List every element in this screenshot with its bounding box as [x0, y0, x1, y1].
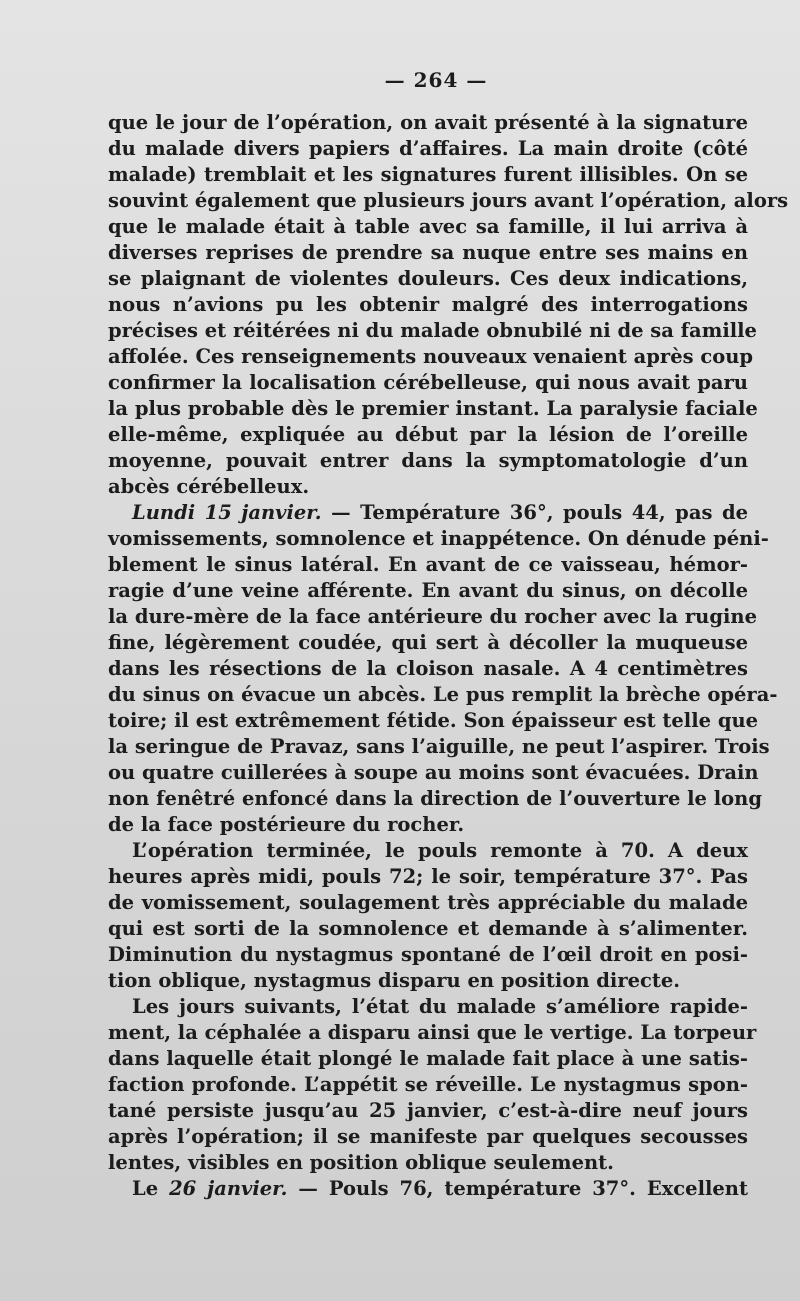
line-text: après l’opération; il se manifeste par quelques secousses [108, 1125, 748, 1148]
italic-date: 26 janvier. [169, 1177, 288, 1200]
text-line [108, 838, 748, 864]
line-text: se plaignant de violentes douleurs. Ces deux indications, [108, 267, 748, 290]
line-text: de vomissement, soulagement très appréciable du malade [108, 891, 748, 914]
line-text: précises et réitérées ni du malade obnubilé ni de sa famille [108, 319, 757, 342]
text-line [108, 110, 748, 136]
text-line [108, 734, 770, 760]
line-text: confirmer la localisation cérébelleuse, qui nous avait paru [108, 371, 748, 394]
text-line [108, 864, 748, 890]
text-line [108, 994, 748, 1020]
text-line [108, 604, 757, 630]
line-prefix: Le [132, 1177, 170, 1200]
text-line [108, 162, 748, 188]
line-text: que le jour de l’opération, on avait présenté à la signature [108, 111, 748, 134]
line-text: fine, légèrement coudée, qui sert à décoller la muqueuse [108, 631, 748, 654]
text-line [108, 292, 748, 318]
line-text: diverses reprises de prendre sa nuque entre ses mains en [108, 241, 748, 264]
line-text: abcès cérébelleux. [108, 475, 310, 498]
text-line [108, 682, 778, 708]
line-text: toire; il est extrêmement fétide. Son épaisseur est telle que [108, 709, 759, 732]
text-line [108, 318, 757, 344]
text-line [108, 500, 748, 526]
text-line [108, 266, 748, 292]
line-text: souvint également que plusieurs jours avant l’opération, alors [108, 189, 789, 212]
line-text: — Température 36°, pouls 44, pas de [321, 501, 749, 524]
line-text: tion oblique, nystagmus disparu en position directe. [108, 969, 681, 992]
page-number: — 264 — [384, 68, 488, 92]
line-text: faction profonde. L’appétit se réveille. Le nystagmus spon- [108, 1073, 748, 1096]
line-text: ragie d’une veine afférente. En avant du sinus, on décolle [108, 579, 748, 602]
text-line [108, 916, 748, 942]
line-text: L’opération terminée, le pouls remonte à 70. A deux [132, 839, 748, 862]
text-line [108, 890, 748, 916]
text-line [108, 344, 754, 370]
body-text [108, 110, 789, 1202]
line-text: elle-même, expliquée au début par la lésion de l’oreille [108, 423, 748, 446]
line-text: la seringue de Pravaz, sans l’aiguille, ne peut l’aspirer. Trois [108, 735, 770, 758]
text-line [108, 812, 748, 838]
text-line [108, 1176, 748, 1202]
line-text: — Pouls 76, température 37°. Excellent [287, 1177, 748, 1200]
line-text: heures après midi, pouls 72; le soir, température 37°. Pas [108, 865, 748, 888]
text-line [108, 422, 748, 448]
text-line [108, 1072, 748, 1098]
text-line [108, 448, 748, 474]
line-text: nous n’avions pu les obtenir malgré des interrogations [108, 293, 748, 316]
text-line [108, 1098, 748, 1124]
line-text: vomissements, somnolence et inappétence. On dénude péni- [108, 527, 769, 550]
line-text: lentes, visibles en position oblique seulement. [108, 1151, 614, 1174]
text-line [108, 396, 758, 422]
line-text: de la face postérieure du rocher. [108, 813, 465, 836]
line-text: tané persiste jusqu’au 25 janvier, c’est-à-dire neuf jours [108, 1099, 748, 1122]
line-text: que le malade était à table avec sa famille, il lui arriva à [108, 215, 748, 238]
text-line [108, 630, 748, 656]
text-line [108, 240, 748, 266]
italic-date: Lundi 15 janvier. [132, 501, 322, 524]
line-text: la dure-mère de la face antérieure du rocher avec la rugine [108, 605, 757, 628]
text-line [108, 968, 748, 994]
line-text: qui est sorti de la somnolence et demande à s’alimenter. [108, 917, 748, 940]
line-text: Diminution du nystagmus spontané de l’œil droit en posi- [108, 943, 748, 966]
line-text: non fenêtré enfoncé dans la direction de l’ouverture le long [108, 787, 762, 810]
text-line [108, 760, 759, 786]
line-text: dans laquelle était plongé le malade fait place à une satis- [108, 1047, 748, 1070]
text-line [108, 136, 748, 162]
line-text: malade) tremblait et les signatures furent illisibles. On se [108, 163, 748, 186]
text-line [108, 370, 748, 396]
line-text: du sinus on évacue un abcès. Le pus remplit la brèche opéra- [108, 683, 778, 706]
text-line [108, 942, 748, 968]
line-text: ou quatre cuillerées à soupe au moins sont évacuées. Drain [108, 761, 759, 784]
text-line [108, 188, 789, 214]
text-line [108, 1020, 757, 1046]
text-line [108, 786, 762, 812]
line-text: dans les résections de la cloison nasale. A 4 centimètres [108, 657, 748, 680]
text-line [108, 578, 748, 604]
text-line [108, 552, 748, 578]
line-text: affolée. Ces renseignements nouveaux venaient après coup [108, 345, 754, 368]
line-text: du malade divers papiers d’affaires. La main droite (côté [108, 137, 748, 160]
text-line [108, 526, 769, 552]
line-text: Les jours suivants, l’état du malade s’améliore rapide- [132, 995, 748, 1018]
text-line [108, 474, 748, 500]
text-line [108, 1124, 748, 1150]
line-text: moyenne, pouvait entrer dans la symptomatologie d’un [108, 449, 748, 472]
text-line [108, 656, 748, 682]
line-text: blement le sinus latéral. En avant de ce vaisseau, hémor- [108, 553, 748, 576]
line-text: la plus probable dès le premier instant. La paralysie faciale [108, 397, 758, 420]
text-line [108, 708, 759, 734]
text-line [108, 1046, 748, 1072]
text-line [108, 1150, 748, 1176]
line-text: ment, la céphalée a disparu ainsi que le vertige. La torpeur [108, 1021, 757, 1044]
text-line [108, 214, 748, 240]
